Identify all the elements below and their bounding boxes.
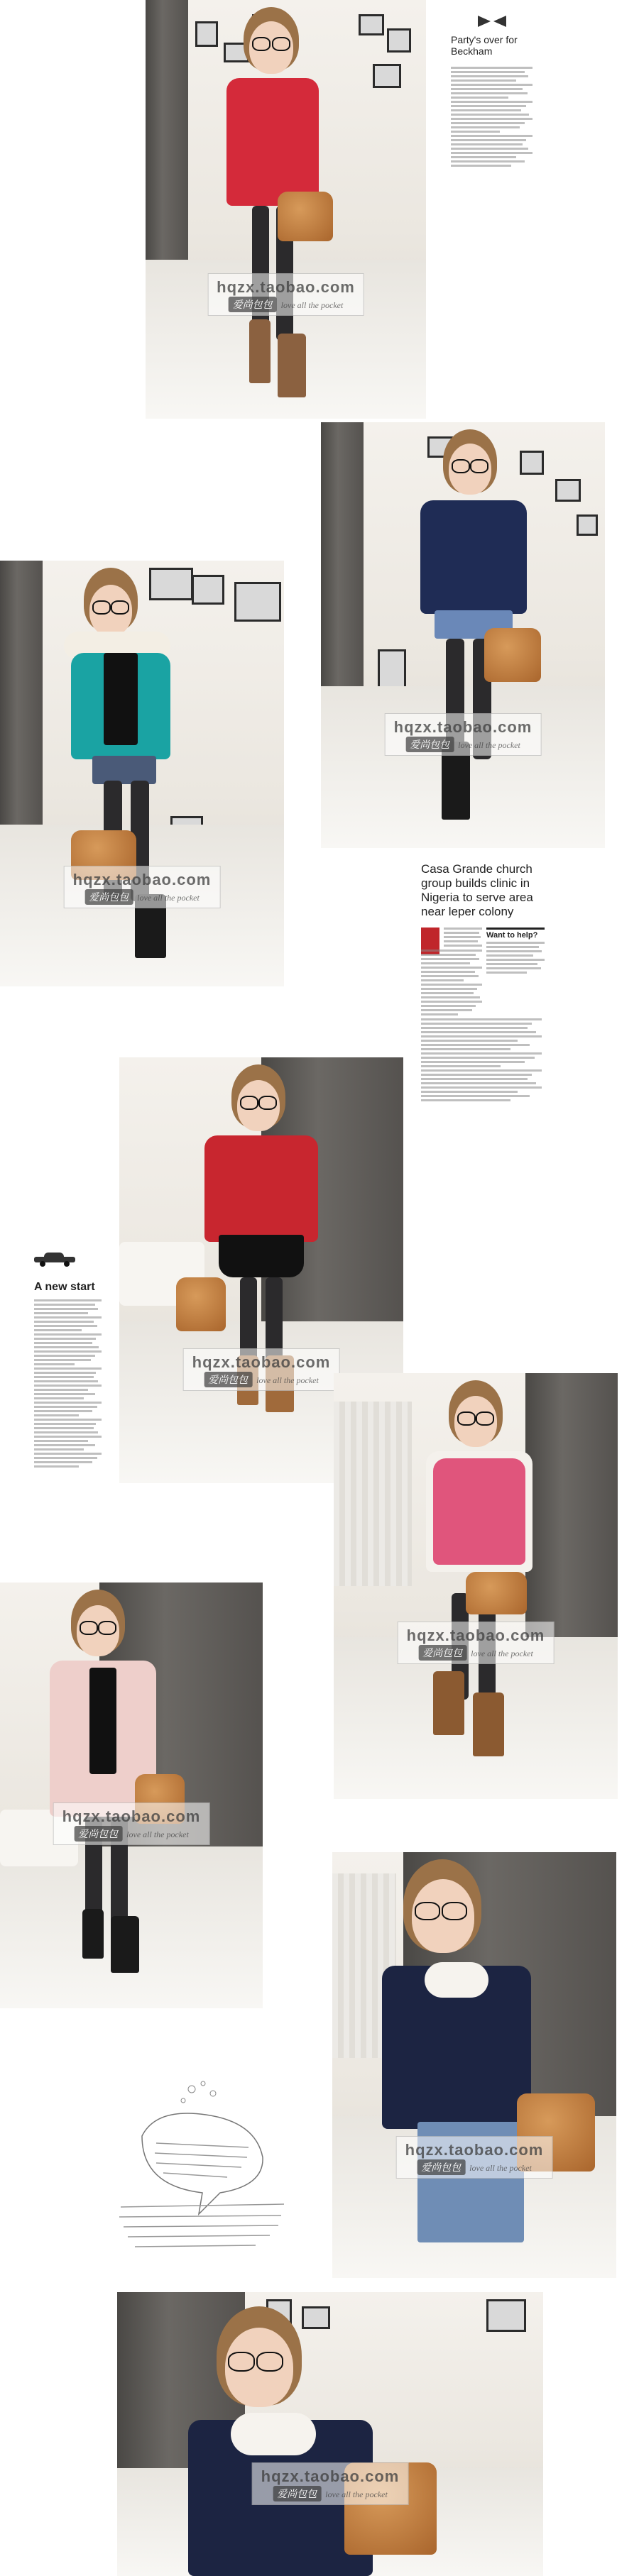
glasses-icon [442,1902,467,1920]
watermark [385,713,542,756]
watermark-url: hqzx.taobao.com [192,1353,331,1371]
handbag [176,1277,226,1331]
watermark-tagline: love all the pocket [126,1829,189,1839]
boot [433,1671,464,1735]
glasses-icon [470,459,488,473]
car-icon [34,1253,75,1265]
boot [82,1909,104,1959]
navy-sweater [420,500,527,614]
watermark [64,866,221,908]
red-dress [226,78,319,206]
wall-panel [321,422,364,686]
picture-frame [359,14,384,35]
boot [473,1692,504,1756]
product-photo-bag-closeup [117,2292,543,2576]
article-casa-grande [421,862,545,1196]
bow-icon [478,14,506,27]
watermark-brand: 爱尚包包 [418,1645,466,1661]
glasses-icon [240,1096,258,1110]
watermark [53,1802,210,1845]
watermark-url: hqzx.taobao.com [62,1807,201,1825]
white-collar [425,1962,488,1998]
watermark-tagline: love all the pocket [458,740,520,750]
model [188,2306,444,2576]
glasses-icon [98,1621,116,1635]
article-title: Party's over for Beckham [451,34,518,57]
handbag [466,1572,527,1614]
article-body [34,1299,102,1468]
watermark [207,273,364,316]
article-new-start [34,1253,102,1551]
watermark-brand: 爱尚包包 [405,737,454,752]
black-skirt [219,1235,304,1277]
picture-frame [577,514,598,536]
glasses-icon [80,1621,98,1635]
watermark-url: hqzx.taobao.com [72,871,212,888]
glasses-icon [228,2352,255,2372]
glasses-icon [457,1411,476,1426]
model [375,1859,588,2271]
sidebar-title: Want to help? [486,931,538,940]
curtain [334,1402,412,1586]
watermark-tagline: love all the pocket [325,2489,388,2499]
denim-shorts [92,756,156,784]
glasses-icon [272,37,290,51]
picture-frame [486,2299,526,2332]
watermark-tagline: love all the pocket [137,893,200,903]
boot [278,334,306,397]
glasses-icon [452,459,470,473]
model [399,429,541,841]
product-photo-pink-coat [0,1583,263,2008]
watermark [183,1348,340,1391]
watermark-url: hqzx.taobao.com [217,278,355,296]
handbag [278,192,333,241]
product-photo-red-dress [146,0,426,419]
picture-frame [234,582,281,622]
watermark-url: hqzx.taobao.com [393,718,532,736]
watermark-url: hqzx.taobao.com [261,2467,400,2485]
article-beckham [451,14,532,227]
article-body [444,928,482,947]
watermark-brand: 爱尚包包 [84,889,133,905]
model [64,568,206,979]
product-photo-teal-jacket [0,561,284,986]
white-collar [231,2413,316,2455]
glasses-icon [92,600,111,615]
article-title: A new start [34,1281,95,1293]
watermark-tagline: love all the pocket [471,1648,533,1658]
article-title: Casa Grande church group builds clinic in Nigeria to serve area near leper colony [421,862,533,918]
product-photo-navy-sweater [321,422,605,848]
watermark [398,1622,555,1664]
glasses-icon [476,1411,494,1426]
wall-panel [0,561,43,825]
wall-panel [146,0,188,260]
product-photo-pink-vest [334,1373,618,1799]
picture-frame [555,479,581,502]
product-photo-navy-top [332,1852,616,2278]
boot [111,1916,139,1973]
watermark [396,2136,553,2179]
watermark-brand: 爱尚包包 [204,1372,252,1387]
glasses-icon [258,1096,277,1110]
decorative-handwriting [114,2079,298,2264]
watermark-tagline: love all the pocket [256,1375,319,1385]
watermark-brand: 爱尚包包 [273,2486,321,2501]
watermark-brand: 爱尚包包 [229,297,277,312]
glasses-icon [111,600,129,615]
model [43,1590,185,2001]
watermark [252,2462,409,2505]
watermark-url: hqzx.taobao.com [406,1626,545,1644]
handbag [484,628,541,682]
picture-frame [373,64,401,88]
watermark-brand: 爱尚包包 [417,2159,465,2175]
red-sweater [204,1135,318,1242]
watermark-tagline: love all the pocket [280,300,344,310]
speech-bubble-icon [114,2079,298,2264]
boot [249,319,271,383]
picture-frame [387,28,411,53]
glasses-icon [252,37,271,51]
watermark-tagline: love all the pocket [469,2163,532,2173]
glasses-icon [415,1902,440,1920]
article-body [451,67,532,167]
model [209,7,337,412]
model [405,1380,547,1792]
pink-vest [433,1458,525,1565]
glasses-icon [256,2352,283,2372]
sidebar-box [486,928,545,976]
watermark-url: hqzx.taobao.com [405,2141,544,2159]
model [197,1064,339,1476]
watermark-brand: 爱尚包包 [74,1826,122,1842]
